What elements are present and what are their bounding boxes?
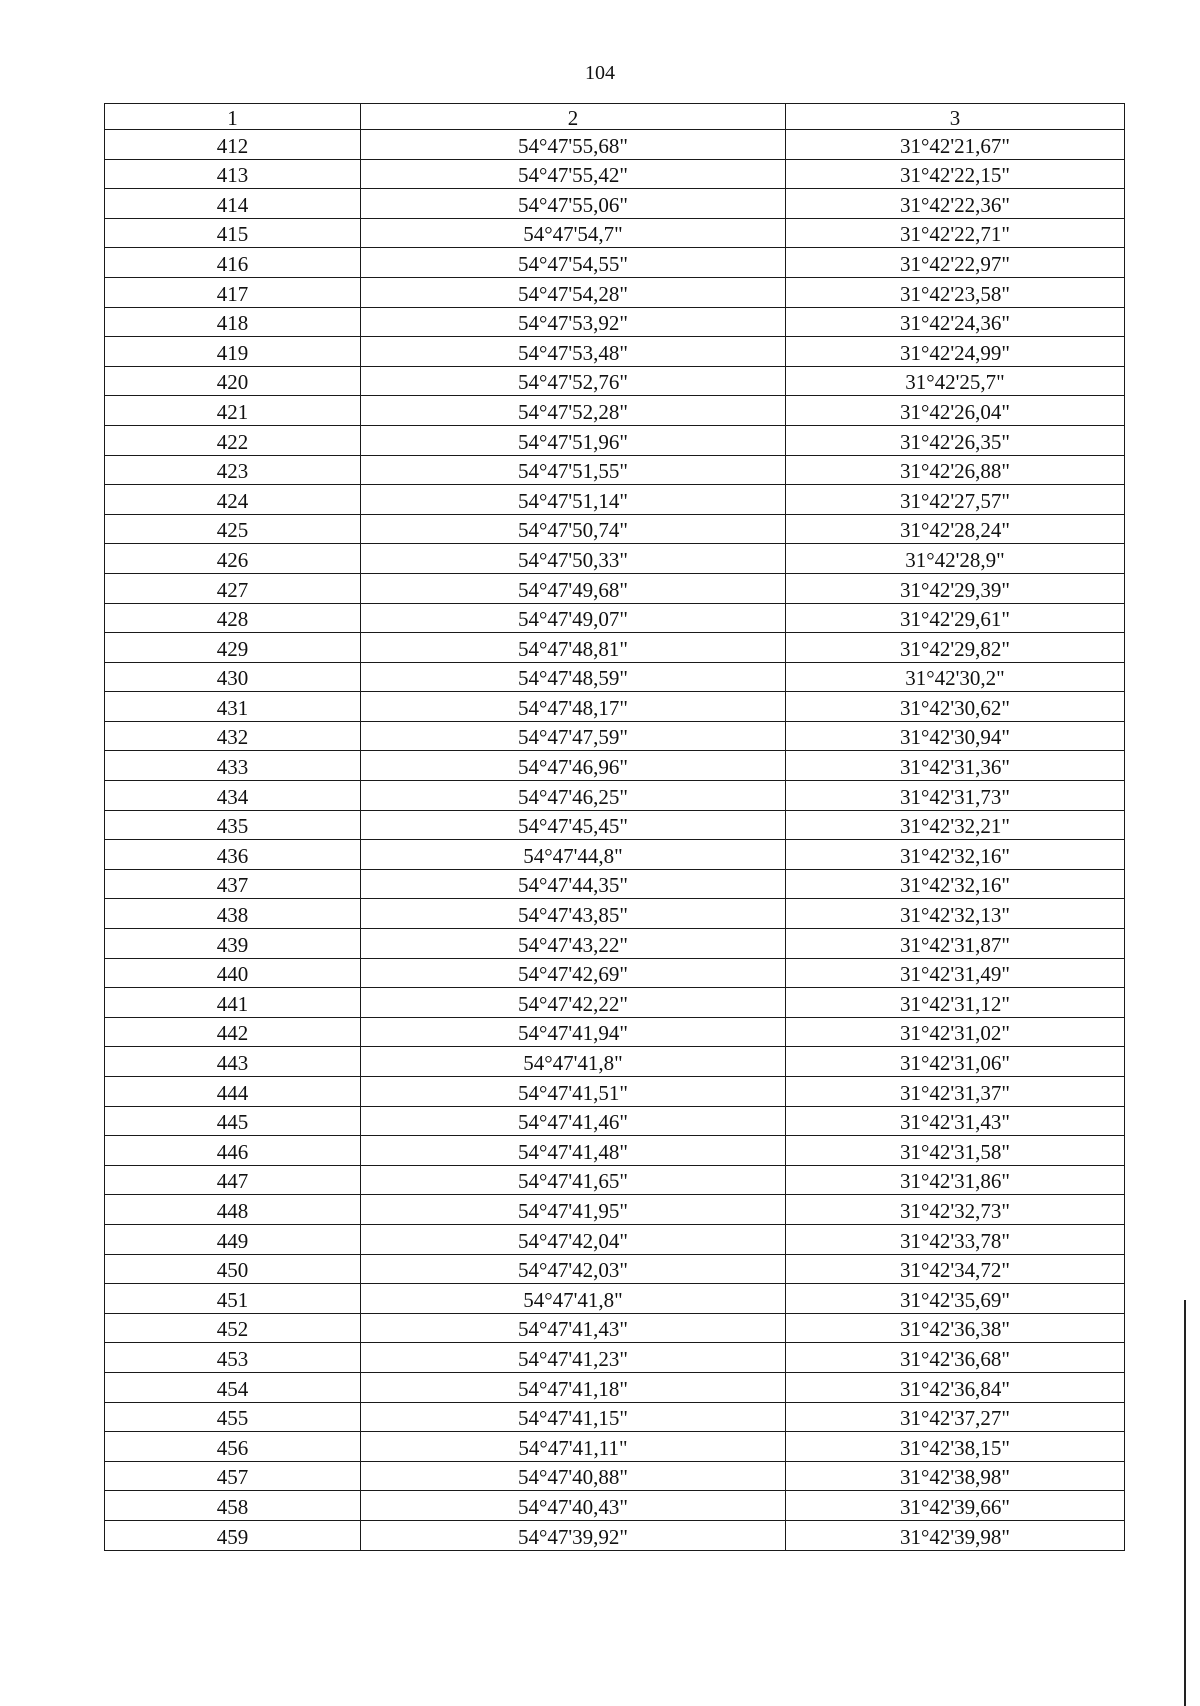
point-number-cell: 447 xyxy=(105,1165,361,1195)
table-row xyxy=(105,1254,1125,1284)
point-number-cell: 412 xyxy=(105,130,361,160)
latitude-cell: 54°47'54,28" xyxy=(361,277,786,307)
point-number-cell: 427 xyxy=(105,573,361,603)
latitude-cell: 54°47'45,45" xyxy=(361,810,786,840)
longitude-cell: 31°42'30,94" xyxy=(786,721,1125,751)
longitude-cell: 31°42'32,16" xyxy=(786,840,1125,870)
latitude-cell: 54°47'41,23" xyxy=(361,1343,786,1373)
point-number-cell: 422 xyxy=(105,425,361,455)
point-number-cell: 415 xyxy=(105,218,361,248)
table-row xyxy=(105,248,1125,278)
latitude-cell: 54°47'50,33" xyxy=(361,544,786,574)
longitude-cell: 31°42'29,39" xyxy=(786,573,1125,603)
table-row xyxy=(105,1195,1125,1225)
point-number-cell: 433 xyxy=(105,751,361,781)
point-number-cell: 441 xyxy=(105,988,361,1018)
latitude-cell: 54°47'41,18" xyxy=(361,1372,786,1402)
latitude-cell: 54°47'41,15" xyxy=(361,1402,786,1432)
table-row xyxy=(105,337,1125,367)
table-row xyxy=(105,692,1125,722)
point-number-cell: 439 xyxy=(105,929,361,959)
table-row xyxy=(105,603,1125,633)
longitude-cell: 31°42'31,02" xyxy=(786,1017,1125,1047)
longitude-cell: 31°42'36,84" xyxy=(786,1372,1125,1402)
latitude-cell: 54°47'55,06" xyxy=(361,189,786,219)
point-number-cell: 428 xyxy=(105,603,361,633)
table-row xyxy=(105,1491,1125,1521)
latitude-cell: 54°47'49,68" xyxy=(361,573,786,603)
table-row xyxy=(105,1461,1125,1491)
latitude-cell: 54°47'44,8" xyxy=(361,840,786,870)
point-number-cell: 436 xyxy=(105,840,361,870)
table-row xyxy=(105,573,1125,603)
longitude-cell: 31°42'28,24" xyxy=(786,514,1125,544)
latitude-cell: 54°47'41,11" xyxy=(361,1432,786,1462)
latitude-cell: 54°47'53,92" xyxy=(361,307,786,337)
latitude-cell: 54°47'55,42" xyxy=(361,159,786,189)
table-row xyxy=(105,1432,1125,1462)
latitude-cell: 54°47'42,22" xyxy=(361,988,786,1018)
latitude-cell: 54°47'50,74" xyxy=(361,514,786,544)
latitude-cell: 54°47'41,51" xyxy=(361,1077,786,1107)
longitude-cell: 31°42'32,21" xyxy=(786,810,1125,840)
column-header-3: 3 xyxy=(786,104,1125,130)
longitude-cell: 31°42'32,73" xyxy=(786,1195,1125,1225)
point-number-cell: 459 xyxy=(105,1520,361,1550)
table-row xyxy=(105,1136,1125,1166)
longitude-cell: 31°42'24,99" xyxy=(786,337,1125,367)
point-number-cell: 457 xyxy=(105,1461,361,1491)
longitude-cell: 31°42'31,43" xyxy=(786,1106,1125,1136)
longitude-cell: 31°42'24,36" xyxy=(786,307,1125,337)
latitude-cell: 54°47'43,22" xyxy=(361,929,786,959)
table-row xyxy=(105,810,1125,840)
longitude-cell: 31°42'31,37" xyxy=(786,1077,1125,1107)
point-number-cell: 437 xyxy=(105,869,361,899)
point-number-cell: 442 xyxy=(105,1017,361,1047)
longitude-cell: 31°42'39,98" xyxy=(786,1520,1125,1550)
page-number: 104 xyxy=(585,62,615,84)
table-row xyxy=(105,366,1125,396)
point-number-cell: 449 xyxy=(105,1224,361,1254)
point-number-cell: 453 xyxy=(105,1343,361,1373)
point-number-cell: 414 xyxy=(105,189,361,219)
table-row xyxy=(105,1372,1125,1402)
latitude-cell: 54°47'48,59" xyxy=(361,662,786,692)
longitude-cell: 31°42'33,78" xyxy=(786,1224,1125,1254)
table-row xyxy=(105,1017,1125,1047)
longitude-cell: 31°42'39,66" xyxy=(786,1491,1125,1521)
latitude-cell: 54°47'44,35" xyxy=(361,869,786,899)
table-row xyxy=(105,1047,1125,1077)
latitude-cell: 54°47'54,55" xyxy=(361,248,786,278)
point-number-cell: 421 xyxy=(105,396,361,426)
latitude-cell: 54°47'41,65" xyxy=(361,1165,786,1195)
table-row xyxy=(105,869,1125,899)
table-row xyxy=(105,662,1125,692)
point-number-cell: 431 xyxy=(105,692,361,722)
point-number-cell: 416 xyxy=(105,248,361,278)
latitude-cell: 54°47'51,55" xyxy=(361,455,786,485)
longitude-cell: 31°42'23,58" xyxy=(786,277,1125,307)
longitude-cell: 31°42'26,04" xyxy=(786,396,1125,426)
latitude-cell: 54°47'39,92" xyxy=(361,1520,786,1550)
longitude-cell: 31°42'30,62" xyxy=(786,692,1125,722)
point-number-cell: 450 xyxy=(105,1254,361,1284)
table-row xyxy=(105,1343,1125,1373)
longitude-cell: 31°42'32,16" xyxy=(786,869,1125,899)
longitude-cell: 31°42'27,57" xyxy=(786,485,1125,515)
longitude-cell: 31°42'34,72" xyxy=(786,1254,1125,1284)
point-number-cell: 419 xyxy=(105,337,361,367)
longitude-cell: 31°42'31,86" xyxy=(786,1165,1125,1195)
point-number-cell: 435 xyxy=(105,810,361,840)
table-row xyxy=(105,425,1125,455)
table-row xyxy=(105,218,1125,248)
longitude-cell: 31°42'29,82" xyxy=(786,633,1125,663)
table-row xyxy=(105,899,1125,929)
latitude-cell: 54°47'55,68" xyxy=(361,130,786,160)
point-number-cell: 430 xyxy=(105,662,361,692)
point-number-cell: 432 xyxy=(105,721,361,751)
point-number-cell: 418 xyxy=(105,307,361,337)
latitude-cell: 54°47'51,96" xyxy=(361,425,786,455)
point-number-cell: 423 xyxy=(105,455,361,485)
latitude-cell: 54°47'46,25" xyxy=(361,781,786,811)
point-number-cell: 454 xyxy=(105,1372,361,1402)
longitude-cell: 31°42'21,67" xyxy=(786,130,1125,160)
latitude-cell: 54°47'49,07" xyxy=(361,603,786,633)
point-number-cell: 417 xyxy=(105,277,361,307)
point-number-cell: 444 xyxy=(105,1077,361,1107)
point-number-cell: 445 xyxy=(105,1106,361,1136)
longitude-cell: 31°42'37,27" xyxy=(786,1402,1125,1432)
table-row xyxy=(105,130,1125,160)
table-header-row xyxy=(105,104,1125,130)
latitude-cell: 54°47'47,59" xyxy=(361,721,786,751)
longitude-cell: 31°42'38,15" xyxy=(786,1432,1125,1462)
point-number-cell: 434 xyxy=(105,781,361,811)
latitude-cell: 54°47'48,17" xyxy=(361,692,786,722)
latitude-cell: 54°47'41,94" xyxy=(361,1017,786,1047)
longitude-cell: 31°42'22,36" xyxy=(786,189,1125,219)
table-body xyxy=(105,130,1125,1551)
point-number-cell: 452 xyxy=(105,1313,361,1343)
longitude-cell: 31°42'38,98" xyxy=(786,1461,1125,1491)
latitude-cell: 54°47'42,69" xyxy=(361,958,786,988)
latitude-cell: 54°47'52,28" xyxy=(361,396,786,426)
longitude-cell: 31°42'35,69" xyxy=(786,1284,1125,1314)
longitude-cell: 31°42'36,68" xyxy=(786,1343,1125,1373)
longitude-cell: 31°42'29,61" xyxy=(786,603,1125,633)
latitude-cell: 54°47'53,48" xyxy=(361,337,786,367)
point-number-cell: 425 xyxy=(105,514,361,544)
point-number-cell: 413 xyxy=(105,159,361,189)
point-number-cell: 426 xyxy=(105,544,361,574)
longitude-cell: 31°42'31,36" xyxy=(786,751,1125,781)
latitude-cell: 54°47'54,7" xyxy=(361,218,786,248)
longitude-cell: 31°42'36,38" xyxy=(786,1313,1125,1343)
table-row xyxy=(105,958,1125,988)
latitude-cell: 54°47'51,14" xyxy=(361,485,786,515)
point-number-cell: 451 xyxy=(105,1284,361,1314)
table-row xyxy=(105,751,1125,781)
longitude-cell: 31°42'22,71" xyxy=(786,218,1125,248)
table-row xyxy=(105,1520,1125,1550)
latitude-cell: 54°47'41,48" xyxy=(361,1136,786,1166)
point-number-cell: 455 xyxy=(105,1402,361,1432)
table-row xyxy=(105,307,1125,337)
latitude-cell: 54°47'42,04" xyxy=(361,1224,786,1254)
coordinates-table xyxy=(104,103,1125,1551)
point-number-cell: 443 xyxy=(105,1047,361,1077)
table-row xyxy=(105,1224,1125,1254)
longitude-cell: 31°42'31,73" xyxy=(786,781,1125,811)
latitude-cell: 54°47'48,81" xyxy=(361,633,786,663)
latitude-cell: 54°47'46,96" xyxy=(361,751,786,781)
latitude-cell: 54°47'43,85" xyxy=(361,899,786,929)
point-number-cell: 420 xyxy=(105,366,361,396)
table-row xyxy=(105,485,1125,515)
point-number-cell: 429 xyxy=(105,633,361,663)
table-row xyxy=(105,544,1125,574)
longitude-cell: 31°42'30,2" xyxy=(786,662,1125,692)
table-row xyxy=(105,1077,1125,1107)
latitude-cell: 54°47'41,8" xyxy=(361,1047,786,1077)
longitude-cell: 31°42'28,9" xyxy=(786,544,1125,574)
point-number-cell: 440 xyxy=(105,958,361,988)
longitude-cell: 31°42'22,15" xyxy=(786,159,1125,189)
page-edge-line xyxy=(1184,1300,1186,1706)
latitude-cell: 54°47'41,95" xyxy=(361,1195,786,1225)
column-header-1: 1 xyxy=(105,104,361,130)
longitude-cell: 31°42'31,06" xyxy=(786,1047,1125,1077)
longitude-cell: 31°42'25,7" xyxy=(786,366,1125,396)
latitude-cell: 54°47'41,46" xyxy=(361,1106,786,1136)
table-row xyxy=(105,840,1125,870)
table-row xyxy=(105,781,1125,811)
latitude-cell: 54°47'42,03" xyxy=(361,1254,786,1284)
table-row xyxy=(105,1313,1125,1343)
point-number-cell: 456 xyxy=(105,1432,361,1462)
point-number-cell: 438 xyxy=(105,899,361,929)
point-number-cell: 458 xyxy=(105,1491,361,1521)
longitude-cell: 31°42'31,49" xyxy=(786,958,1125,988)
latitude-cell: 54°47'41,8" xyxy=(361,1284,786,1314)
table-row xyxy=(105,988,1125,1018)
latitude-cell: 54°47'52,76" xyxy=(361,366,786,396)
longitude-cell: 31°42'31,12" xyxy=(786,988,1125,1018)
point-number-cell: 448 xyxy=(105,1195,361,1225)
table-row xyxy=(105,721,1125,751)
longitude-cell: 31°42'26,35" xyxy=(786,425,1125,455)
longitude-cell: 31°42'31,87" xyxy=(786,929,1125,959)
longitude-cell: 31°42'32,13" xyxy=(786,899,1125,929)
latitude-cell: 54°47'40,88" xyxy=(361,1461,786,1491)
table-row xyxy=(105,1284,1125,1314)
longitude-cell: 31°42'22,97" xyxy=(786,248,1125,278)
table-row xyxy=(105,633,1125,663)
table-row xyxy=(105,1106,1125,1136)
table-row xyxy=(105,396,1125,426)
table-row xyxy=(105,929,1125,959)
latitude-cell: 54°47'40,43" xyxy=(361,1491,786,1521)
latitude-cell: 54°47'41,43" xyxy=(361,1313,786,1343)
longitude-cell: 31°42'26,88" xyxy=(786,455,1125,485)
table-row xyxy=(105,514,1125,544)
longitude-cell: 31°42'31,58" xyxy=(786,1136,1125,1166)
column-header-2: 2 xyxy=(361,104,786,130)
table-row xyxy=(105,455,1125,485)
table-row xyxy=(105,1165,1125,1195)
point-number-cell: 446 xyxy=(105,1136,361,1166)
table-row xyxy=(105,1402,1125,1432)
point-number-cell: 424 xyxy=(105,485,361,515)
table-row xyxy=(105,189,1125,219)
table-row xyxy=(105,159,1125,189)
table-row xyxy=(105,277,1125,307)
